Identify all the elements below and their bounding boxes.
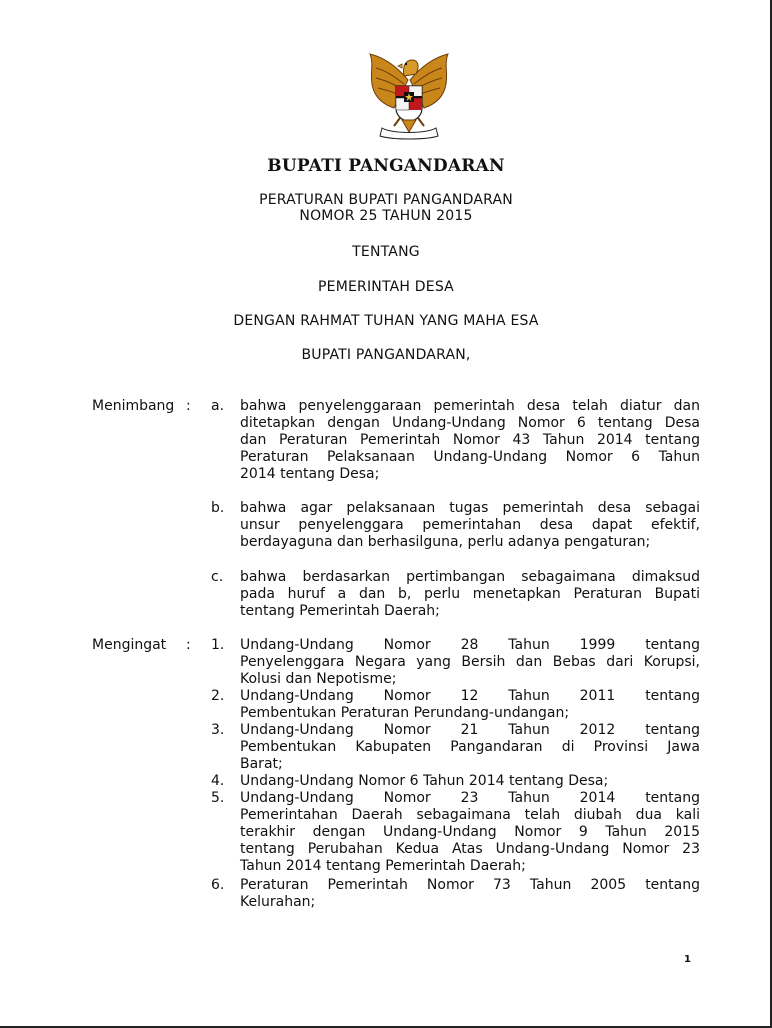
text-line: Undang-Undang Nomor 21 Tahun 2012 tentang	[240, 722, 700, 738]
text-line: dan Peraturan Pemerintah Nomor 43 Tahun 2014 tentang	[240, 432, 700, 448]
text-line: Kolusi dan Nepotisme;	[240, 671, 397, 687]
text-line: tentang Perubahan Kedua Atas Undang-Undang Nomor 23	[240, 841, 700, 857]
menimbang-label: Menimbang	[92, 398, 175, 414]
menimbang-marker-c: c.	[211, 569, 224, 585]
text-line: Tahun 2014 tentang Pemerintah Daerah;	[240, 858, 526, 874]
garuda-pancasila-emblem	[364, 50, 454, 142]
menimbang-item-c	[240, 569, 700, 620]
menimbang-marker-a: a.	[211, 398, 225, 414]
text-line: pada huruf a dan b, perlu menetapkan Peraturan Bupati	[240, 586, 700, 602]
text-line: ditetapkan dengan Undang-Undang Nomor 6 tentang Desa	[240, 415, 700, 431]
text-line: Pemerintahan Daerah sebagaimana telah diubah dua kali	[240, 807, 700, 823]
mengingat-colon: :	[186, 637, 191, 653]
signatory-line: BUPATI PANGANDARAN,	[301, 347, 471, 363]
menimbang-item-a	[240, 398, 700, 483]
menimbang-colon: :	[186, 398, 191, 414]
text-line: berdayaguna dan berhasilguna, perlu adanya pengaturan;	[240, 534, 651, 550]
tentang-heading: TENTANG	[352, 244, 420, 260]
text-line: 2014 tentang Desa;	[240, 466, 380, 482]
mengingat-marker-4: 4.	[211, 773, 225, 789]
menimbang-marker-b: b.	[211, 500, 225, 516]
mengingat-item-4	[240, 773, 700, 790]
mengingat-marker-6: 6.	[211, 877, 225, 893]
text-line: terakhir dengan Undang-Undang Nomor 9 Tahun 2015	[240, 824, 700, 840]
mengingat-marker-1: 1.	[211, 637, 225, 653]
text-line: bahwa agar pelaksanaan tugas pemerintah desa sebagai	[240, 500, 700, 516]
subject-heading: PEMERINTAH DESA	[318, 279, 454, 295]
mengingat-marker-2: 2.	[211, 688, 225, 704]
text-line: Undang-Undang Nomor 6 Tahun 2014 tentang Desa;	[240, 773, 609, 789]
page-number: 1	[684, 954, 691, 965]
text-line: Undang-Undang Nomor 28 Tahun 1999 tentang	[240, 637, 700, 653]
text-line: Peraturan Pelaksanaan Undang-Undang Nomor 6 Tahun	[240, 449, 700, 465]
text-line: bahwa penyelenggaraan pemerintah desa telah diatur dan	[240, 398, 700, 414]
regulation-number: NOMOR 25 TAHUN 2015	[299, 208, 473, 224]
menimbang-item-b	[240, 500, 700, 551]
mengingat-item-5	[240, 790, 700, 875]
text-line: unsur penyelenggara pemerintahan desa dapat efektif,	[240, 517, 700, 533]
bupati-title: BUPATI PANGANDARAN	[267, 156, 505, 176]
text-line: Kelurahan;	[240, 894, 316, 910]
text-line: Undang-Undang Nomor 12 Tahun 2011 tentang	[240, 688, 700, 704]
mengingat-label: Mengingat	[92, 637, 167, 653]
text-line: Peraturan Pemerintah Nomor 73 Tahun 2005 tentang	[240, 877, 700, 893]
mengingat-item-3	[240, 722, 700, 773]
mengingat-item-6	[240, 877, 700, 911]
mengingat-item-1	[240, 637, 700, 688]
mengingat-marker-3: 3.	[211, 722, 225, 738]
text-line: Pembentukan Kabupaten Pangandaran di Provinsi Jawa	[240, 739, 700, 755]
text-line: bahwa berdasarkan pertimbangan sebagaimana dimaksud	[240, 569, 700, 585]
text-line: Barat;	[240, 756, 283, 772]
text-line: tentang Pemerintah Daerah;	[240, 603, 440, 619]
text-line: Undang-Undang Nomor 23 Tahun 2014 tentang	[240, 790, 700, 806]
mengingat-marker-5: 5.	[211, 790, 225, 806]
text-line: Penyelenggara Negara yang Bersih dan Bebas dari Korupsi,	[240, 654, 700, 670]
text-line: Pembentukan Peraturan Perundang-undangan;	[240, 705, 570, 721]
mengingat-item-2	[240, 688, 700, 722]
regulation-title: PERATURAN BUPATI PANGANDARAN	[259, 192, 513, 208]
blessing-line: DENGAN RAHMAT TUHAN YANG MAHA ESA	[233, 313, 539, 329]
